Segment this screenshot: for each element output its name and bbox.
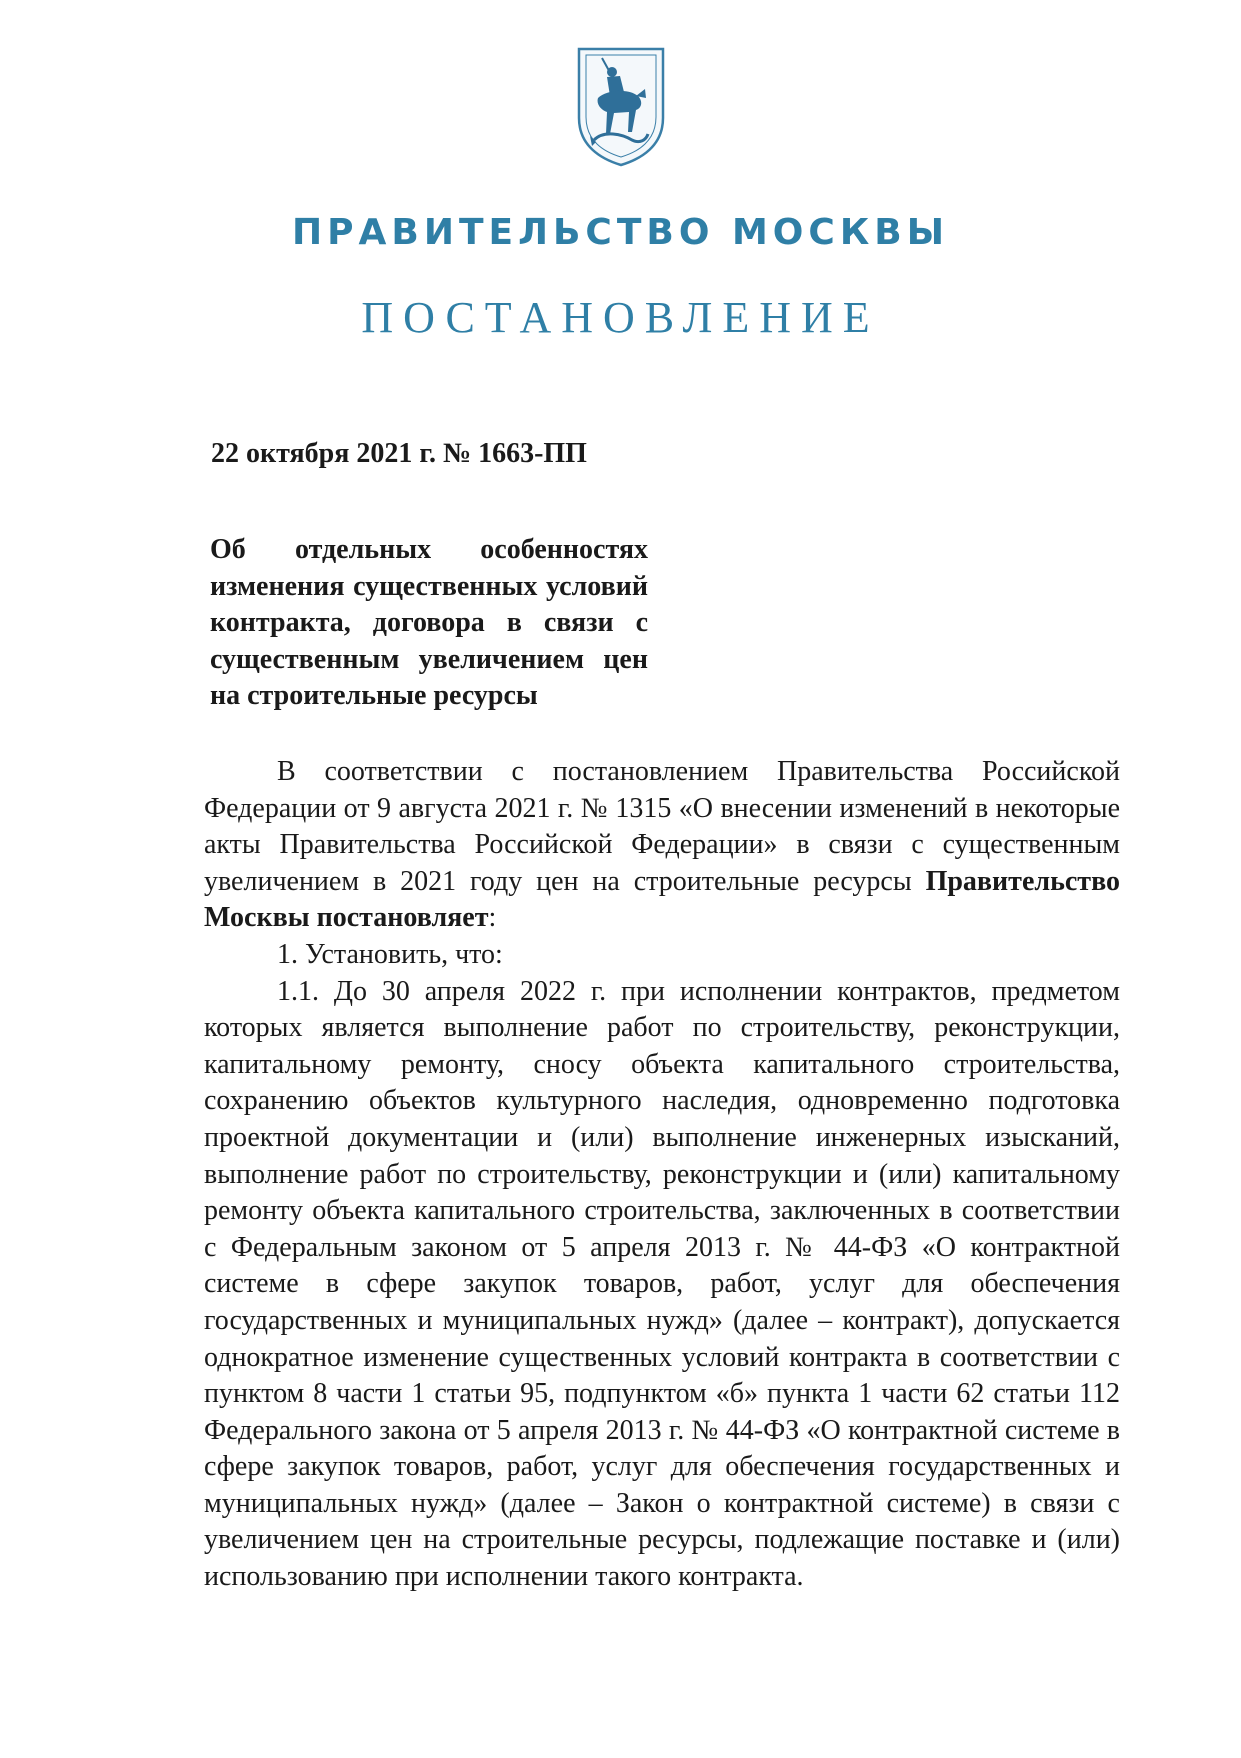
document-date-number: 22 октября 2021 г. № 1663-ПП (211, 438, 587, 469)
moscow-coat-of-arms-icon (576, 46, 666, 168)
document-type: ПОСТАНОВЛЕНИЕ (361, 293, 880, 342)
item-1: 1. Установить, что: (277, 938, 503, 970)
item-1-1: 1.1. До 30 апреля 2022 г. при исполнении контрактов, предметом которых является выполнение работ по строительству, реконструкции, капитальному ремонту, сносу объекта капитального строительства, сохранению объектов культурного наследия, одновременно подготовка проектной документации и (или) выполнение инженерных изысканий, выполнение работ по строительству, реконструкции и (или) капитальному ремонту объекта капитального строительства, заключенных в соответствии с Федеральным законом от 5 апреля 2013 г. № 44-ФЗ «О контрактной системе в сфере закупок товаров, работ, услуг для обеспечения государственных и муниципальных нужд» (далее – контракт), допускается однократное изменение существенных условий контракта в соответствии с пунктом 8 части 1 статьи 95, подпунктом «б» пункта 1 части 62 статьи 112 Федерального закона от 5 апреля 2013 г. № 44-ФЗ «О контрактной системе в сфере закупок товаров, работ, услуг для обеспечения государственных и муниципальных нужд» (далее – Закон о контрактной системе) в связи с увеличением цен на строительные ресурсы, подлежащие поставке и (или) использованию при исполнении такого контракта. (204, 975, 1120, 1593)
preamble-text: В соответствии с постановлением Правительства Российской Федерации от 9 августа 2021 г. № 1315 «О внесении изменений в некоторые акты Правительства Российской Федерации» в связи с существенным увеличением в 2021 году цен на строительные ресурсы (204, 756, 1120, 897)
document-body (204, 754, 1120, 1596)
organization-name: ПРАВИТЕЛЬСТВО МОСКВЫ (292, 212, 949, 253)
preamble-paragraph (204, 754, 1120, 937)
preamble-bold-text: Правительство Москвы постановляет (204, 865, 1120, 934)
document-subject: Об отдельных особенностях изменения существенных условий контракта, договора в связи с существенным увеличением цен на строительные ресурсы (210, 534, 648, 711)
preamble-end: : (488, 902, 497, 934)
